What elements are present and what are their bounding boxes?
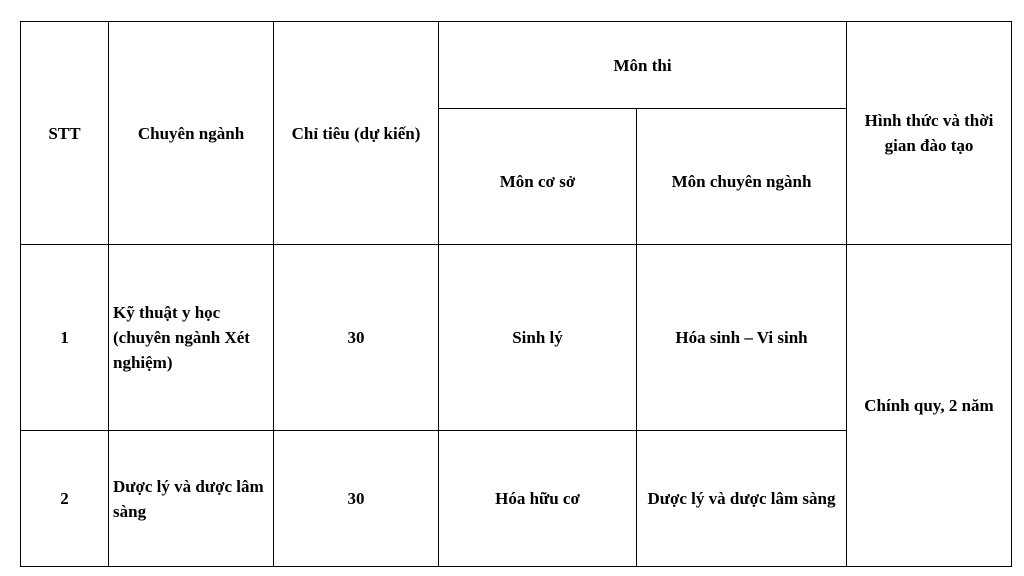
row-1-major: Kỹ thuật y học (chuyên ngành Xét nghiệm) xyxy=(109,245,274,431)
row-2-major-subject: Dược lý và dược lâm sàng xyxy=(637,431,847,567)
admission-table xyxy=(20,21,1012,567)
row-1-quota: 30 xyxy=(274,245,439,431)
row-2-stt: 2 xyxy=(21,431,109,567)
form-time-value: Chính quy, 2 năm xyxy=(847,245,1012,567)
header-exam-subjects: Môn thi xyxy=(439,22,847,109)
header-stt: STT xyxy=(21,22,109,245)
row-2-quota: 30 xyxy=(274,431,439,567)
header-row-1 xyxy=(21,22,1012,109)
header-major-subject: Môn chuyên ngành xyxy=(637,109,847,245)
row-2-major: Dược lý và dược lâm sàng xyxy=(109,431,274,567)
row-2-base-subject: Hóa hữu cơ xyxy=(439,431,637,567)
row-1-major-subject: Hóa sinh – Vi sinh xyxy=(637,245,847,431)
table-row xyxy=(21,245,1012,431)
row-1-base-subject: Sinh lý xyxy=(439,245,637,431)
header-major: Chuyên ngành xyxy=(109,22,274,245)
row-1-stt: 1 xyxy=(21,245,109,431)
header-base-subject: Môn cơ sở xyxy=(439,109,637,245)
header-form-time: Hình thức và thời gian đào tạo xyxy=(847,22,1012,245)
header-quota: Chỉ tiêu (dự kiến) xyxy=(274,22,439,245)
